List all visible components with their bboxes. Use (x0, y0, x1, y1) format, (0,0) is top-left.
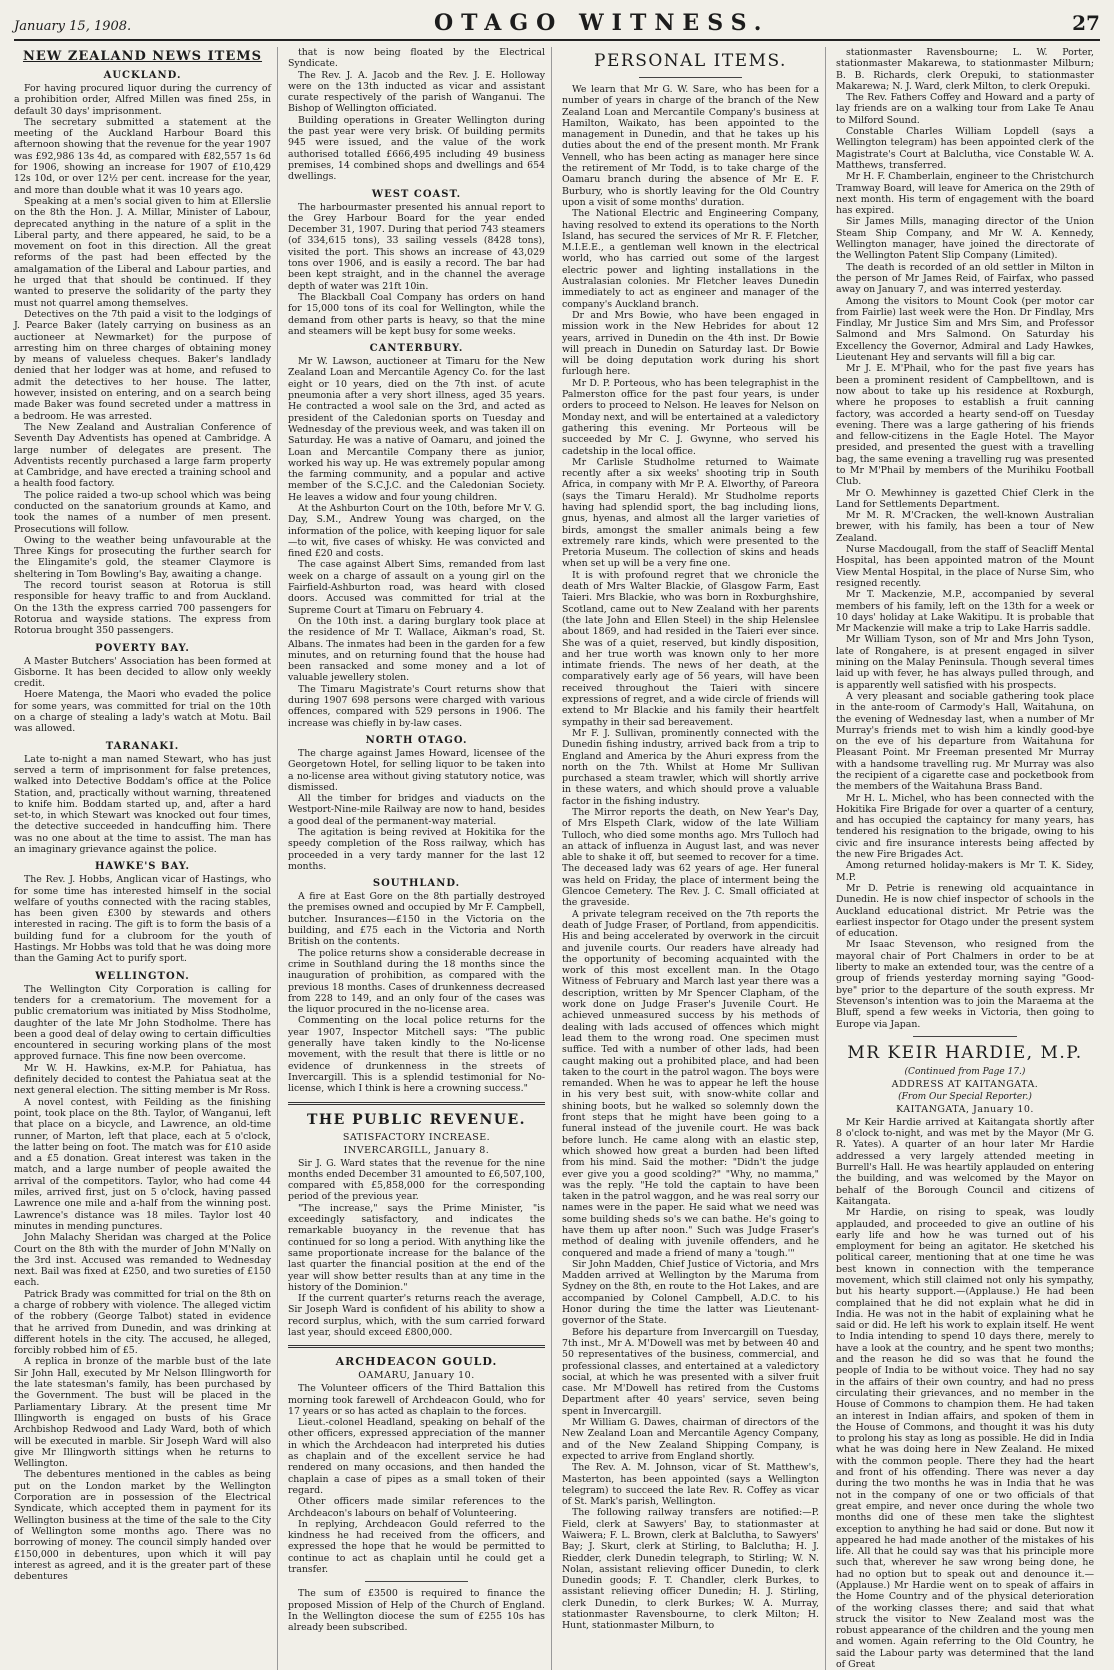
paragraph: The agitation is being revived at Hokitika for the speedy completion of the Ross railway, which has proceeded in a very tardy manner for the last 12 months. (288, 827, 545, 872)
paragraph: Dr and Mrs Bowie, who have been engaged in mission work in the New Hebrides for about 12 years, arrived in Dunedin on the 4th inst. Dr Bowie will preach in Dunedin on Saturday last. Dr Bowie will be doing deputation work during his short furlough here. (562, 309, 819, 378)
paragraph: Mr H. L. Michel, who has been connected with the Hokitika Fire Brigade for over a quarter of a century, and has occupied the captaincy for many years, has tendered his resignation to the brigade, owing to his civic and fire insurance interests being affected by the new Fire Brigades Act. (836, 792, 1094, 861)
article-west-coast (288, 202, 545, 338)
paragraph: Mr F. J. Sullivan, prominently connected with the Dunedin fishing industry, arrived back from a trip to England and America by the Ahuri express from the north on the 7th. Whilst at Home Mr Sullivan purchased a steam trawler, which will shortly arrive in these waters, and which should prove a valuable factor in the fishing industry. (562, 727, 819, 807)
paragraph: Owing to the weather being unfavourable at the Three Kings for prosecuting the further search for the Elingamite's gold, the steamer Claymore is sheltering in Tom Bowling's Bay, awaiting a change. (14, 534, 271, 580)
divider (288, 1345, 545, 1348)
article-wellington (14, 984, 271, 1583)
headline-keir-hardie: MR KEIR HARDIE, M.P. (847, 1042, 1083, 1063)
continued-note: (Continued from Page 17.) (904, 1066, 1026, 1077)
paragraph: Sir James Mills, managing director of the Union Steam Ship Company, and Mr W. A. Kennedy, Wellington manager, have joined the directorate of the Wellington Patent Slip Company (Limited). (836, 216, 1094, 262)
paragraph: Hoere Matenga, the Maori who evaded the police for some years, was committed for trial on the 10th on a charge of stealing a lady's watch at Motu. Bail was allowed. (14, 689, 271, 735)
paragraph: The record tourist season at Rotorua is still responsible for heavy traffic to and from Auckland. On the 13th the express carried 700 passengers for Rotorua and wayside stations. The express from Rotorua brought 350 passengers. (14, 580, 271, 637)
article-archdeacon-gould (288, 1383, 545, 1575)
paragraph: Sir J. G. Ward states that the revenue for the nine months ended December 31 amounted to £6,507,100, compared with £5,858,000 for the corresponding period of the previous year. (288, 1157, 545, 1203)
paragraph: Late to-night a man named Stewart, who has just served a term of imprisonment for false pretences, walked into Detective Boddam's office at the Police Station, and, practically without warning, threatened to knife him. Boddam started up, and, after a hard set-to, in which Stewart was knocked out four times, the detective succeeded in handcuffing him. There was no one about at the time to assist. The man has an imaginary grievance against the police. (14, 753, 271, 855)
paragraph: Among returned holiday-makers is Mr T. K. Sidey, M.P. (836, 860, 1094, 883)
paragraph: John Malachy Sheridan was charged at the Police Court on the 8th with the murder of John M'Nally on the 3rd inst. Accused was remanded to Wednesday next. Bail was fixed at £250, and two sureties of £150 each. (14, 1232, 271, 1289)
paragraph: The following railway transfers are notified:—P. Field, clerk at Sawyers' Bay, to stationmaster at Waiwera; F. L. Brown, clerk at Balclutha, to Sawyers' Bay; J. Skurt, clerk at Stirling, to Balclutha; H. J. Riedder, clerk Dunedin telegraph, to Stirling; W. N. Nolan, assistant relieving officer Dunedin, to clerk Dunedin goods; F. T. Chandler, clerk Burkes, to assistant relieving officer Dunedin; H. J. Stirling, clerk Dunedin, to clerk Burkes; W. A. Murray, stationmaster Ravensbourne, to clerk Milton; H. Hunt, stationmaster Milburn, to (562, 1507, 819, 1632)
dateline-oamaru: OAMARU, January 10. (358, 1370, 475, 1382)
paragraph: Lieut.-colonel Headland, speaking on behalf of the other officers, expressed appreciation of the manner in which the Archdeacon had interpreted his duties as chaplain and of the excellent service he had rendered on many occasions, and then handed the chaplain a case of pipes as a small token of their regard. (288, 1417, 545, 1496)
paragraph: "The increase," says the Prime Minister, "is exceedingly satisfactory, and indicates the remarkable buoyancy in the revenue that has continued for so long a period. With anything like the same proportionate increase for the balance of the last quarter the financial position at the end of the year will show better results than at any time in the history of the Dominion." (288, 1202, 545, 1293)
paragraph: The Rev. J. Hobbs, Anglican vicar of Hastings, who for some time has interested himself in the social welfare of youths connected with the racing stables, has been given £300 by stewards and others interested in racing. The gift is to form the basis of a building fund for a clubroom for the youth of Hastings. Mr Hobbs was told that he was doing more than the Gaming Act to purify sport. (14, 874, 271, 965)
article-southland (288, 891, 545, 1094)
article-personal-items-continued (836, 47, 1094, 1030)
article-taranaki (14, 754, 271, 856)
subhead-wellington: WELLINGTON. (95, 970, 190, 982)
paragraph: Mr W. H. Hawkins, ex-M.P. for Pahiatua, has definitely decided to contest the Pahiatua seat at the next general election. The sitting member is Mr Ross. (14, 1062, 271, 1097)
paragraph: A replica in bronze of the marble bust of the late Sir John Hall, executed by Mr Nelson Illingworth for the late statesman's family, has been purchased by the Government. The bust will be placed in the Parliamentary Library. At the present time Mr Illingworth is engaged on busts of his Grace Archbishop Redwood and Lady Ward, both of which will be executed in marble. Sir Joseph Ward will also give Mr Illingworth sittings when he returns to Wellington. (14, 1356, 271, 1470)
subhead-canterbury: CANTERBURY. (369, 343, 464, 355)
divider (365, 1581, 468, 1582)
section-title-news-items: NEW ZEALAND NEWS ITEMS (22, 49, 263, 64)
paragraph: The Blackball Coal Company has orders on hand for 15,000 tons of its coal for Wellington, while the demand from other parts is heavy, so that the mine and steamers will be kept busy for some weeks. (288, 291, 545, 337)
paragraph: Mr W. Lawson, auctioneer at Timaru for the New Zealand Loan and Mercantile Agency Co. for the last eight or 10 years, died on the 7th inst. of acute pneumonia after a very short illness, aged 35 years. He contracted a wool sale on the 3rd, and acted as president of the Caledonian sports on Tuesday and Wednesday of the previous week, and was taken ill on Saturday. He was a native of Oamaru, and joined the Loan and Mercantile Company there as junior, worked his way up. He was extremely popular among the farming community, and a popular and active member of the S.C.J.C. and the Caledonian Society. He leaves a widow and four young children. (288, 356, 545, 503)
paragraph: Detectives on the 7th paid a visit to the lodgings of J. Pearce Baker (lately carrying on business as an auctioneer at Newmarket) for the purpose of arresting him on three charges of obtaining money by means of valueless cheques. Baker's landlady denied that her lodger was at home, and refused to admit the detectives to her house. The latter, however, insisted on entering, and on a search being made Baker was found secreted under a mattress in a bedroom. He was arrested. (14, 308, 271, 422)
paragraph: The debentures mentioned in the cables as being put on the London market by the Wellington Corporation are in possession of the Electrical Syndicate, which accepted them in payment for its Wellington business at the time of the sale to the City of Wellington some months ago. There was no borrowing of money. The council simply handed over £150,000 in debentures, upon which it will pay interest as agreed, and it is the greater part of these debentures (14, 1469, 271, 1583)
subhead-west-coast: WEST COAST. (371, 188, 462, 200)
paragraph: Mr O. Mewhinney is gazetted Chief Clerk in the Land for Settlements Department. (836, 487, 1094, 510)
paragraph: The Rev. Fathers Coffey and Howard and a party of lay friends are on a walking tour from Lake Te Anau to Milford Sound. (836, 92, 1094, 126)
paragraph: that is now being floated by the Electrical Syndicate. (288, 47, 545, 70)
divider (913, 1036, 1016, 1037)
paragraph: The case against Albert Sims, remanded from last week on a charge of assault on a young girl on the Fairfield-Ashburton road, was heard with closed doors. Accused was committed for trial at the Supreme Court at Timaru on February 4. (288, 559, 545, 616)
article-mission-of-help: The sum of £3500 is required to finance the proposed Mission of Help of the Church of England. In the Wellington diocese the sum of £255 10s has already been subscribed. (288, 1588, 545, 1634)
paragraph: Mr M. R. M'Cracken, the well-known Australian brewer, with his family, has been a tour of New Zealand. (836, 510, 1094, 544)
paragraph: If the current quarter's returns reach the average, Sir Joseph Ward is confident of his ability to show a record surplus, which, with the sum carried forward last year, should exceed £800,000. (288, 1293, 545, 1338)
section-title-personal-items: PERSONAL ITEMS. (594, 51, 787, 71)
dateline-invercargill: INVERCARGILL, January 8. (343, 1144, 490, 1156)
paragraph: Mr H. F. Chamberlain, engineer to the Christchurch Tramway Board, will leave for America on the 29th of next month. His term of engagement with the board has expired. (836, 171, 1094, 217)
paragraph: Building operations in Greater Wellington during the past year were very brisk. Of building permits 945 were issued, and the value of the work authorised totalled £666,495 including 49 business premises, 14 combined shops and dwellings and 654 dwellings. (288, 114, 545, 183)
headline-archdeacon-gould: ARCHDEACON GOULD. (335, 1355, 498, 1369)
subhead-address-kaitangata: ADDRESS AT KAITANGATA. (891, 1078, 1039, 1090)
paragraph: Mr T. Mackenzie, M.P., accompanied by several members of his family, left on the 13th for a week or 10 days' holiday at Lake Wakitipu. It is probable that Mr Mackenzie will make a trip to Lake Harris saddle. (836, 589, 1094, 635)
paragraph: stationmaster Ravensbourne; L. W. Porter, stationmaster Makarewa, to stationmaster Milburn; B. B. Richards, clerk Orepuki, to stationmaster Makarewa; N. J. Ward, clerk Milton, to clerk Orepuki. (836, 47, 1094, 92)
paragraph: The Volunteer officers of the Third Battalion this morning took farewell of Archdeacon Gould, who for 17 years or so has acted as chaplain to the forces. (288, 1383, 545, 1417)
paragraph: The death is recorded of an old settler in Milton in the person of Mr James Reid, of Fairfax, who passed away on January 7, and was interred yesterday. (836, 261, 1094, 296)
paragraph: The charge against James Howard, licensee of the Georgetown Hotel, for selling liquor to be taken into a no-license area without giving statutory notice, was dismissed. (288, 747, 545, 793)
subhead-auckland: AUCKLAND. (103, 70, 182, 81)
article-continued (288, 47, 545, 183)
subhead-southland: SOUTHLAND. (372, 878, 461, 890)
paragraph: The New Zealand and Australian Conference of Seventh Day Adventists has opened at Cambridge. A large number of delegates are present. The Adventists recently purchased a large farm property at Cambridge, and have erected a training school and a health food factory. (14, 421, 271, 490)
paragraph: It is with profound regret that we chronicle the death of Mrs Walter Blackie, of Glasgow Farm, East Taieri. Mrs Blackie, who was born in Roxburghshire, Scotland, came out to New Zealand with her parents (the late John and Ellen Steel) in the ship Helenslee about 1869, and had resided in the Taieri ever since. She was of a quiet, reserved, but kindly disposition, and her true worth was known only to her more intimate friends. The news of her death, at the comparatively early age of 56 years, will have been received throughout the Taieri with sincere expressions of regret, and a wide circle of friends will extend to Mr Blackie and his family their heartfelt sympathy in their sad bereavement. (562, 569, 819, 728)
paragraph: Commenting on the local police returns for the year 1907, Inspector Mitchell says: "The public generally have taken kindly to the No-license movement, with the result that there is little or no evidence of drunkenness in the streets of Invercargill. This is a splendid testimonial for No-license, which I think is here a crowning success." (288, 1015, 545, 1095)
article-poverty-bay (14, 656, 271, 735)
paragraph: Mr Carlisle Studholme returned to Waimate recently after a six weeks' shooting trip in South Africa, in company with Mr P. A. Elworthy, of Pareora (says the Timaru Herald). Mr Studholme reports having had splendid sport, the bag including lions, gnus, hyenas, and almost all the larger varieties of birds, amongst the smaller animals being a few extremely rare kinds, which were presented to the Pretoria Museum. The collection of skins and heads when set up will be a very fine one. (562, 456, 819, 570)
article-north-otago (288, 748, 545, 872)
paragraph: The Rev. J. A. Jacob and the Rev. J. E. Holloway were on the 13th inducted as vicar and assistant curate respectively of the parish of Wanganui. The Bishop of Wellington officiated. (288, 69, 545, 115)
paragraph: The police raided a two-up school which was being conducted on the sanatorium grounds at Kamo, and took the names of a number of men present. Prosecutions will follow. (14, 489, 271, 535)
columns (14, 47, 1100, 1670)
paragraph: Sir John Madden, Chief Justice of Victoria, and Mrs Madden arrived at Wellington by the Maruma from Sydney on the 8th, en route to the Hot Lakes, and are accompanied by Colonel Campbell, A.D.C. to his Honor during the time the latter was Lieutenant-governor of the State. (562, 1258, 819, 1327)
paragraph: Speaking at a men's social given to him at Ellerslie on the 8th the Hon. J. A. Millar, Minister of Labour, deprecated anything in the nature of a split in the Liberal party, and there appeared, he said, to be a movement on foot in this direction. All the great reforms of the past had been effected by the amalgamation of the Liberal and Labour parties, and he urged that that should be continued. If they wanted to preserve the solidarity of the party they must not quarrel among themselves. (14, 195, 271, 309)
dateline-kaitangata: KAITANGATA, January 10. (896, 1103, 1034, 1115)
paragraph: Before his departure from Invercargill on Tuesday, 7th inst., Mr A. M'Dowell was met by between 40 and 50 representatives of the business, commercial, and professional classes, and entertained at a valedictory social, at which he was presented with a silver fruit case. Mr M'Dowell has retired from the Customs Department after 40 years' service, seven being spent in Invercargill. (562, 1326, 819, 1417)
issue-date: January 15, 1908. (14, 19, 132, 34)
article-keir-hardie (836, 1117, 1094, 1670)
paragraph: Mr Keir Hardie arrived at Kaitangata shortly after 8 o'clock to-night, and was met by the Mayor (Mr G. R. Yates). A quarter of an hour later Mr Hardie addressed a very largely attended meeting in Burrell's Hall. He was heartily applauded on entering the building, and was welcomed by the Mayor on behalf of the Borough Council and citizens of Kaitangata. (836, 1116, 1094, 1207)
paragraph: For having procured liquor during the currency of a prohibition order, Alfred Millen was fined 25s, in default 30 days' imprisonment. (14, 83, 271, 117)
paragraph: Constable Charles William Lopdell (says a Wellington telegram) has been appointed clerk of the Magistrate's Court at Balclutha, vice Constable W. A. Matthews, transferred. (836, 126, 1094, 171)
article-hawkes-bay (14, 874, 271, 964)
article-public-revenue (288, 1158, 545, 1339)
column-3 (562, 47, 826, 1670)
paragraph: Mr Hardie, on rising to speak, was loudly applauded, and proceeded to give an outline of his early life and how he was turned out of his employment for being an agitator. He sketched his political career, mentioning that at one time he was best known in connection with the temperance movement, which still claimed not only his sympathy, but his hearty support.—(Applause.) He had been complained that he did not explain what he did in India. He was not in the habit of explaining what he said or did. He left his work to explain itself. He went to India intending to spend 10 days there, merely to have a look at the country, and he spent two months; and the reason he did so was that he found the people of India to be without voice. They had no say in the affairs of their own country, and had no press circulating their grievances, and no member in the House of Commons to champion them. He had taken an interest in Indian affairs, and spoken of them in the House of Commons, and thought it was his duty to prolong his stay as long as possible. He did in India what he was doing here in New Zealand. He mixed with the common people. There they had the heart and front of his offending. There was never a day during the two months he was in India that he was not in the company of one or two officials of that great empire, and never once during the whole two months did one of these men take the slightest exception to anything he had said or done. But now it appeared he had made another of the mistakes of his life. All that he could say was that his principle more such that, wherever he saw wrong being done, he had no option but to speak out and denounce it.—(Applause.) Mr Hardie went on to speak of affairs in the Home Country and of the physical deterioration of the working classes there; and said that what struck the visitor to New Zealand most was the robust appearance of the children and the young men and women. Again referring to the Old Country, he said the Labour party was determined that the land of Great (836, 1207, 1094, 1670)
paragraph: Mr Isaac Stevenson, who resigned from the mayoral chair of Port Chalmers in order to be at liberty to make an extended tour, was the centre of a group of friends yesterday morning saying "Good-bye" prior to the departure of the south express. Mr Stevenson's intention was to join the Maraema at the Bluff, spend a few weeks in Victoria, then going to Europe via Japan. (836, 939, 1094, 1030)
subhead-satisfactory-increase: SATISFACTORY INCREASE. (342, 1131, 491, 1143)
paragraph: The Wellington City Corporation is calling for tenders for a crematorium. The movement for a public crematorium was initiated by Miss Stodholme, daughter of the late Mr John Stodholme. There has been a good deal of delay owing to certain difficulties encountered in securing working plans of the most approved furnace. This fine now been overcome. (14, 983, 271, 1063)
page-number: 27 (1072, 11, 1100, 35)
headline-public-revenue: THE PUBLIC REVENUE. (306, 1111, 527, 1128)
divider (639, 77, 742, 78)
paragraph: A fire at East Gore on the 8th partially destroyed the premises owned and occupied by Mr F. Campbell, butcher. Insurances—£150 in the Victoria on the building, and £75 each in the Victoria and North British on the contents. (288, 891, 545, 948)
paragraph: In replying, Archdeacon Gould referred to the kindness he had received from the officers, and expressed the hope that he would be permitted to continue to act as chaplain until he could get a transfer. (288, 1518, 545, 1576)
masthead (14, 10, 1100, 41)
paragraph: Mr D. P. Porteous, who has been telegraphist in the Palmerston office for the past four years, is under orders to proceed to Nelson. He leaves for Nelson on Monday next, and will be entertained at a valedictory gathering this evening. Mr Porteous will be succeeded by Mr C. J. Gwynne, who served his cadetship in the local office. (562, 377, 819, 457)
paragraph: A private telegram received on the 7th reports the death of Judge Fraser, of Portland, from appendicitis. His and being accelerated by overwork in the circuit and juvenile courts. Our readers have already had the opportunity of becoming acquainted with the work of this most excellent man. In the Otago Witness of February and March last year there was a description, written by Mr Spencer Clapham, of the work done on Judge Fraser's Juvenile Court. He achieved unmeasured success by his methods of dealing with lads accused of offences which might lead them to the wrong road. One specimen must suffice. Ted with a number of other lads, had been caught making out a prohibited place, and had been taken to the court in the patrol wagon. The boys were remanded. When he was to appear he left the house in his very best suit, with snow-white collar and shining boots, but he walked so solemnly down the front steps that he might have been going to a funeral instead of the juvenile court. He was back before lunch. He came along with an elastic step, which showed how great a burden had been lifted from his mind. Said the mother: "Didn't the judge ever give you a good scolding?" "Why, no mamma," was the reply. "He told the captain to have been taken in the patrol waggon, and he was real sorry our names were in the paper. He said what we need was some building sheds so's we can bathe. He's going to have them up after noon." Such was Judge Fraser's method of dealing with juvenile offenders, and he conquered and made a friend of many a 'tough.'" (562, 908, 819, 1259)
paragraph: The Mirror reports the death, on New Year's Day, of Mrs Elspeth Clark, widow of the late William Tulloch, who died some months ago. Mrs Tulloch had an attack of influenza in August last, and was never able to shake it off, but seemed to recover for a time. The deceased lady was 62 years of age. Her funeral was held on Friday, the place of interment being the Glencoe Cemetery. The Rev. J. C. Small officiated at the graveside. (562, 807, 819, 909)
article-canterbury (288, 356, 545, 729)
article-auckland (14, 83, 271, 637)
paragraph: The police returns show a considerable decrease in crime in Southland during the 18 months since the inauguration of prohibition, as compared with the previous 18 months. Cases of drunkenness decreased from 228 to 149, and an only four of the cases was the liquor procured in the no-license area. (288, 947, 545, 1016)
paper-title: OTAGO WITNESS. (433, 10, 770, 36)
subhead-poverty-bay: POVERTY BAY. (95, 642, 190, 654)
paragraph: Mr J. E. M'Phail, who for the past five years has been a prominent resident of Campbelltown, and is now about to take up his residence at Roxburgh, where he proposes to establish a fruit canning factory, was accorded a hearty send-off on Tuesday evening. There was a large gathering of his friends and fellow-citizens in the Eagle Hotel. The Mayor presided, and presented the guest with a travelling bag, the same evening a travelling rug was presented to Mr M'Phail by members of the Murihiku Football Club. (836, 363, 1094, 488)
paragraph: Mr William Tyson, son of Mr and Mrs John Tyson, late of Rongahere, is at present engaged in silver mining on the Malay Peninsula. Though several times laid up with fever, he has always pulled through, and is apparently well satisfied with his prospects. (836, 634, 1094, 691)
paragraph: At the Ashburton Court on the 10th, before Mr V. G. Day, S.M., Andrew Young was charged, on the information of the police, with keeping liquor for sale—to wit, five cases of whisky. He was convicted and fined £20 and costs. (288, 502, 545, 560)
paragraph: A very pleasant and sociable gathering took place in the ante-room of Carmody's Hall, Waitahuna, on the evening of Wednesday last, when a number of Mr Murray's friends met to wish him a kindly good-bye on the eve of his departure from Waitahuna for Pleasant Point. Mr Freeman presented Mr Murray with a handsome travelling rug. Mr Murray was also the recipient of a cigarette case and pocketbook from the members of the Waitahuna Brass Band. (836, 690, 1094, 793)
paragraph: Other officers made similar references to the Archdeacon's labours on behalf of Volunteering. (288, 1496, 545, 1519)
paragraph: The Rev. A. M. Johnson, vicar of St. Matthew's, Masterton, has been appointed (says a Wellington telegram) to succeed the late Rev. R. Coffey as vicar of St. Mark's parish, Wellington. (562, 1462, 819, 1508)
subhead-hawkes-bay: HAWKE'S BAY. (94, 861, 191, 873)
reporter-credit: (From Our Special Reporter.) (898, 1091, 1032, 1102)
paragraph: Mr D. Petrie is renewing old acquaintance in Dunedin. He is now chief inspector of schools in the Auckland educational district. Mr Petrie was the earliest inspector for Otago under the present system of education. (836, 882, 1094, 940)
paragraph: All the timber for bridges and viaducts on the Westport-Nine-mile Railway are now to hand, besides a good deal of the permanent-way material. (288, 793, 545, 827)
column-2 (288, 47, 552, 1670)
column-1 (14, 47, 278, 1670)
paragraph: We learn that Mr G. W. Sare, who has been for a number of years in charge of the branch of the New Zealand Loan and Mercantile Company's business at Hamilton, Waikato, has been appointed to the management in Dunedin, and that he takes up his duties about the end of the present month. Mr Frank Vennell, who has been acting as manager here since the retirement of Mr Todd, is to take charge of the Oamaru branch during the absence of Mr E. F. Burbury, who is shortly leaving for the Old Country upon a visit of some months' duration. (562, 84, 819, 208)
column-4 (836, 47, 1100, 1670)
subhead-north-otago: NORTH OTAGO. (365, 734, 468, 746)
paragraph: Nurse Macdougall, from the staff of Seacliff Mental Hospital, has been appointed matron of the Mount View Mental Hospital, in the place of Nurse Sim, who resigned recently. (836, 544, 1094, 589)
paragraph: The National Electric and Engineering Company, having resolved to extend its operations to the North Island, has secured the services of Mr R. F. Fletcher, M.I.E.E., a gentleman well known in the electrical world, who has carried out some of the largest electric power and lighting installations in the Australasian colonies. Mr Fletcher leaves Dunedin immediately to act as engineer and manager of the company's Auckland branch. (562, 208, 819, 310)
paragraph: The Timaru Magistrate's Court returns show that during 1907 698 persons were charged with various offences, compared with 529 persons in 1906. The increase was chiefly in by-law cases. (288, 683, 545, 729)
divider (288, 1102, 545, 1105)
paragraph: Mr William G. Dawes, chairman of directors of the New Zealand Loan and Mercantile Agency Company, and of the New Zealand Shipping Company, is expected to arrive from England shortly. (562, 1417, 819, 1462)
paragraph: Patrick Brady was committed for trial on the 8th on a charge of robbery with violence. The alleged victim of the robbery (George Talbot) stated in evidence that he arrived from Dunedin, and was drinking at different hotels in the city. The accused, he alleged, forcibly robbed him of £5. (14, 1288, 271, 1357)
paragraph: The harbourmaster presented his annual report to the Grey Harbour Board for the year ended December 31, 1907. During that period 743 steamers (of 334,615 tons), 33 sailing vessels (8428 tons), visited the port. This shows an increase of 43,029 tons over 1906, and is easily a record. The bar had been kept straight, and in the channel the average depth of water was 21ft 10in. (288, 201, 545, 292)
article-personal-items (562, 84, 819, 1632)
paragraph: A Master Butchers' Association has been formed at Gisborne. It has been decided to allow only weekly credit. (14, 655, 271, 690)
paragraph: A novel contest, with Feilding as the finishing point, took place on the 8th. Taylor, of Wanganui, left that place on a bicycle, and Lawrence, an old-time runner, of Marton, left that place, each at 5 o'clock, the latter being on foot. The match was for £10 aside and a £5 donation. Great interest was taken in the match, and a large number of people awaited the arrival of the competitors. Taylor, who had come 44 miles, arrived first, just on 5 o'clock, having passed Lawrence one mile and a-half from the winning post. Lawrence's distance was 18 miles. Taylor lost 40 minutes in mending punctures. (14, 1096, 271, 1232)
subhead-taranaki: TARANAKI. (105, 740, 180, 752)
paragraph: Among the visitors to Mount Cook (per motor car from Fairlie) last week were the Hon. Dr Findlay, Mrs Findlay, Mr Justice Sim and Mrs Sim, and Professor Salmond and Mrs Salmond. On Saturday his Excellency the Governor, Admiral and Lady Hawkes, Lieutenant Hey and servants will fill a big car. (836, 295, 1094, 364)
paragraph: The secretary submitted a statement at the meeting of the Auckland Harbour Board this afternoon showing that the revenue for the year 1907 was £92,986 13s 4d, as compared with £82,557 1s 6d for 1906, showing an increase for 1907 of £10,429 12s 10d, or over 12½ per cent. increase for the year, and more than double what it was 10 years ago. (14, 116, 271, 196)
paragraph: On the 10th inst. a daring burglary took place at the residence of Mr T. Wallace, Aikman's road, St. Albans. The inmates had been in the garden for a few minutes, and on returning found that the house had been ransacked and some money and a lot of valuable jewellery stolen. (288, 615, 545, 684)
